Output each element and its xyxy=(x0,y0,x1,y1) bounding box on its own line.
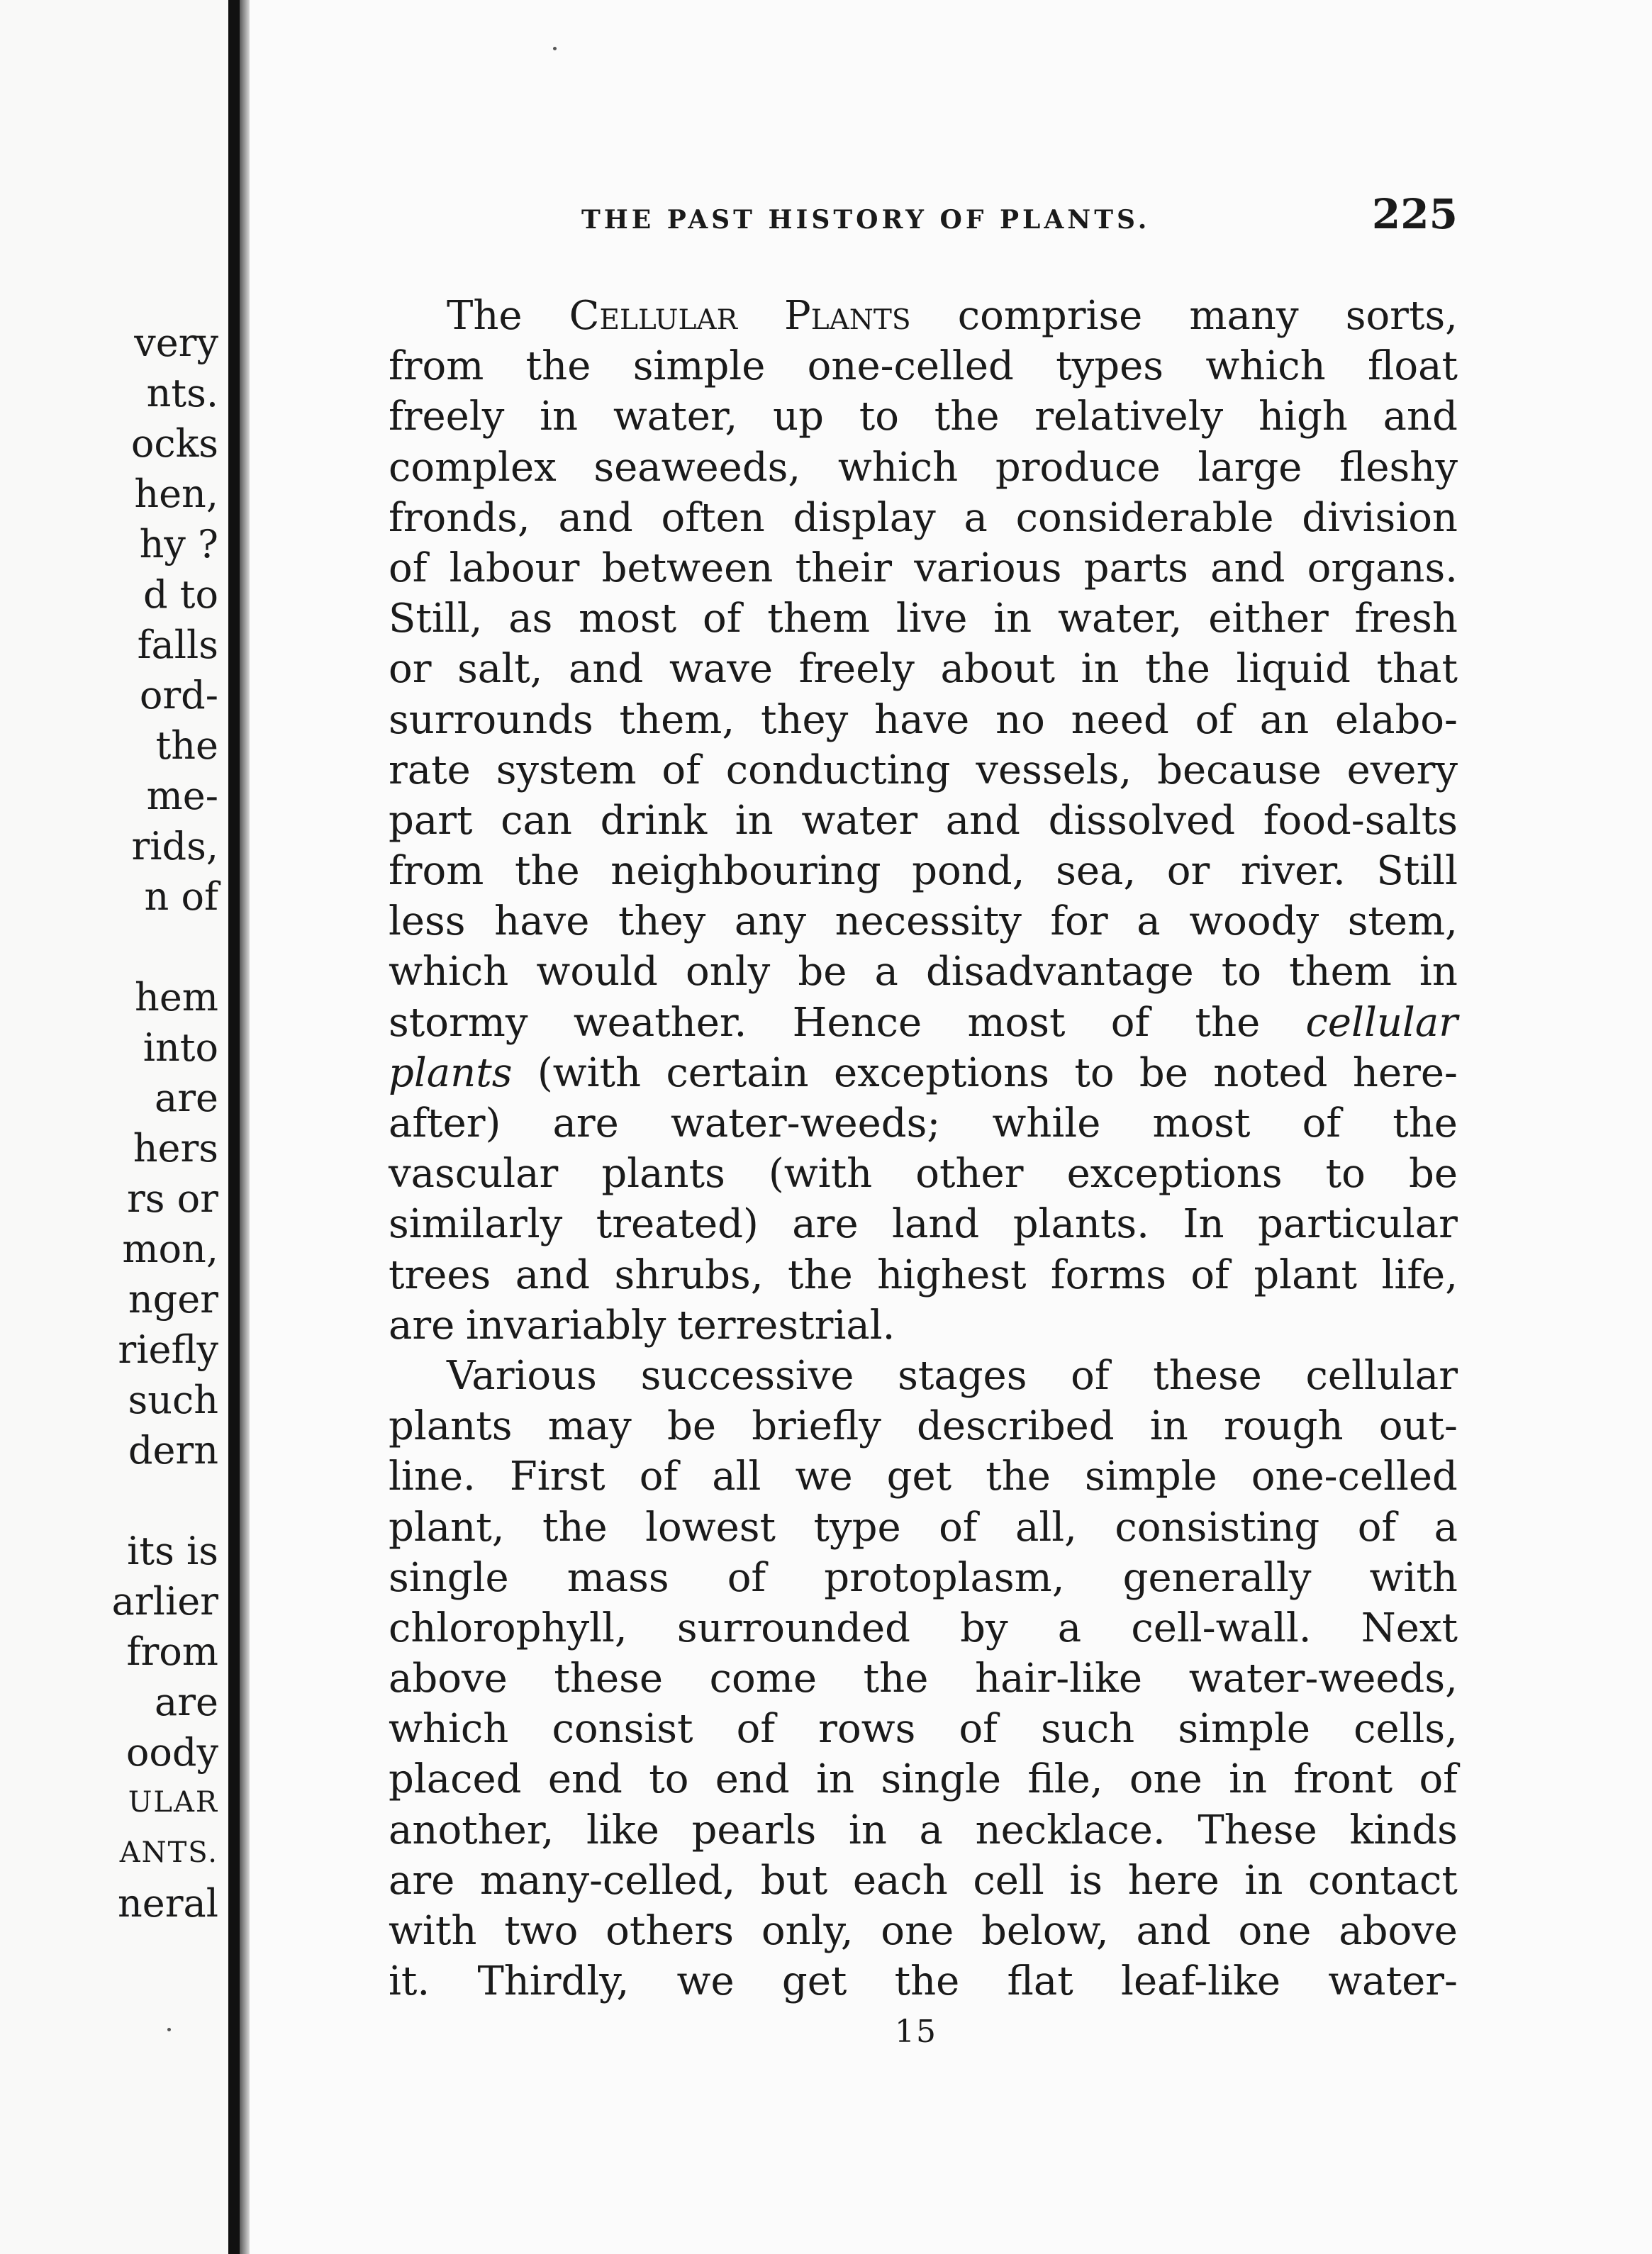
facing-page-line: rids, xyxy=(131,824,218,869)
text-line: with two others only, one below, and one above xyxy=(389,1908,1458,1954)
signature-mark: 15 xyxy=(895,2014,937,2050)
text-line: are invariably terrestrial. xyxy=(389,1302,895,1349)
facing-page-line: the xyxy=(155,723,218,768)
facing-page-line: nts. xyxy=(146,371,218,415)
text-line: part can drink in water and dissolved food-salts xyxy=(389,797,1458,844)
facing-page-line: hy ? xyxy=(139,522,218,567)
facing-page-line: very xyxy=(134,320,218,365)
speck xyxy=(553,47,557,50)
text-line: it. Thirdly, we get the flat leaf-like water- xyxy=(389,1958,1458,2005)
facing-page-line: d to xyxy=(143,572,218,617)
text-line: Still, as most of them live in water, either fresh xyxy=(389,596,1458,642)
text-line: trees and shrubs, the highest forms of plant life, xyxy=(389,1251,1458,1298)
book-gutter-shadow xyxy=(240,0,250,2254)
text-line: plants (with certain exceptions to be noted here- xyxy=(389,1049,1458,1096)
text-line: freely in water, up to the relatively high and xyxy=(389,394,1458,440)
facing-page-line: ANTS. xyxy=(119,1836,218,1869)
text-line: plants may be briefly described in rough out- xyxy=(389,1403,1458,1450)
text-line: above these come the hair-like water-weeds, xyxy=(389,1656,1458,1702)
text-line: The Cellular Plants comprise many sorts, xyxy=(447,293,1458,339)
facing-page-line: arlier xyxy=(111,1579,218,1624)
book-gutter xyxy=(228,0,240,2254)
facing-page-line: into xyxy=(143,1025,218,1070)
text-line: rate system of conducting vessels, because every xyxy=(389,747,1458,793)
facing-page-line: its is xyxy=(127,1529,218,1573)
text-line: which consist of rows of such simple cells, xyxy=(389,1706,1458,1753)
facing-page-line: such xyxy=(128,1378,218,1422)
page-header xyxy=(581,190,1458,238)
text-line: plant, the lowest type of all, consisting of a xyxy=(389,1504,1458,1551)
running-head: THE PAST HISTORY OF PLANTS. xyxy=(581,205,1151,235)
text-line: Various successive stages of these cellular xyxy=(447,1352,1458,1399)
text-line: line. First of all we get the simple one-celled xyxy=(389,1454,1458,1500)
text-line: vascular plants (with other exceptions to be xyxy=(389,1151,1458,1198)
text-line: placed end to end in single file, one in front of xyxy=(389,1756,1458,1803)
text-line: which would only be a disadvantage to them in xyxy=(389,949,1458,995)
text-line: another, like pearls in a necklace. These kinds xyxy=(389,1807,1458,1853)
text-line: chlorophyll, surrounded by a cell-wall. Next xyxy=(389,1605,1458,1651)
facing-page-text xyxy=(112,318,218,1929)
facing-page-line: ord- xyxy=(139,673,218,718)
text-line: single mass of protoplasm, generally with xyxy=(389,1554,1458,1601)
text-line: fronds, and often display a considerable division xyxy=(389,494,1458,541)
body-text xyxy=(389,291,1458,2007)
facing-page-line: riefly xyxy=(118,1327,218,1372)
text-line: stormy weather. Hence most of the cellular xyxy=(389,999,1458,1046)
facing-page-line: from xyxy=(126,1629,218,1674)
facing-page-line: neral xyxy=(117,1881,218,1926)
facing-page-line: are xyxy=(155,1680,218,1724)
facing-page-line: mon, xyxy=(122,1227,218,1271)
page-number: 225 xyxy=(1371,190,1458,238)
text-line: after) are water-weeds; while most of the xyxy=(389,1100,1458,1146)
facing-page-line: me- xyxy=(146,774,218,818)
text-line: from the neighbouring pond, sea, or river. Still xyxy=(389,848,1458,895)
speck xyxy=(167,2028,171,2031)
text-line: from the simple one-celled types which float xyxy=(389,343,1458,390)
text-line: complex seaweeds, which produce large fleshy xyxy=(389,444,1458,491)
text-line: of labour between their various parts and organs. xyxy=(389,545,1458,591)
facing-page-line: ULAR xyxy=(128,1786,218,1819)
text-line: or salt, and wave freely about in the liquid that xyxy=(389,646,1458,693)
text-line: are many-celled, but each cell is here in contact xyxy=(389,1857,1458,1904)
facing-page-line: rs or xyxy=(126,1176,218,1221)
text-line: similarly treated) are land plants. In particular xyxy=(389,1201,1458,1248)
facing-page-line: hers xyxy=(133,1126,218,1171)
facing-page-line: oody xyxy=(125,1730,218,1775)
facing-page-line: dern xyxy=(128,1428,218,1473)
facing-page-line: falls xyxy=(137,623,218,667)
facing-page-line xyxy=(112,922,218,972)
text-line: surrounds them, they have no need of an elabo- xyxy=(389,696,1458,743)
facing-page-line: hem xyxy=(135,975,218,1020)
facing-page-line: hen, xyxy=(134,472,218,516)
facing-page-line: are xyxy=(155,1076,218,1120)
facing-page xyxy=(0,0,228,2254)
facing-page-line: ocks xyxy=(130,421,218,466)
facing-page-line xyxy=(112,1475,218,1526)
text-line: less have they any necessity for a woody stem, xyxy=(389,898,1458,945)
facing-page-line: nger xyxy=(128,1277,218,1322)
facing-page-line: n of xyxy=(144,874,218,919)
